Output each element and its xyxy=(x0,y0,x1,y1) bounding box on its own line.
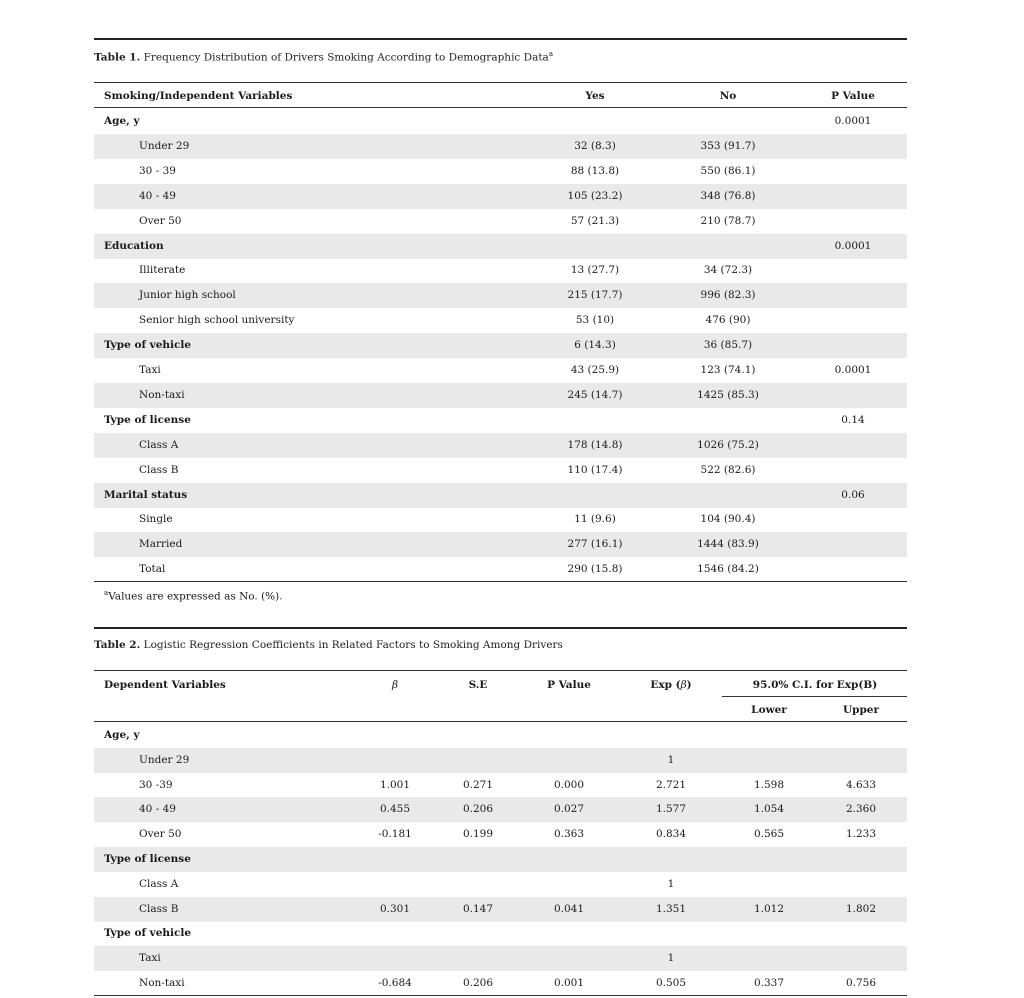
table2-group-row xyxy=(94,723,907,748)
table1-header-bottom-rule xyxy=(94,107,907,108)
table2-header-exp-prefix: Exp ( xyxy=(650,679,681,691)
table1-group-row xyxy=(94,483,907,508)
table2-cell-se: 0.206 xyxy=(462,977,494,989)
table1-caption xyxy=(94,50,553,64)
table1-row-label: Married xyxy=(139,538,183,551)
table2-header-exp-suffix: ) xyxy=(686,679,692,691)
table1-row xyxy=(94,433,907,458)
table1-cell-yes: 178 (14.8) xyxy=(567,438,623,451)
table1-cell-no: 550 (86.1) xyxy=(700,164,756,177)
table2-cell-upper: 1.802 xyxy=(845,902,877,915)
table1-cell-no: 348 (76.8) xyxy=(700,189,756,202)
table1-cell-no: 353 (91.7) xyxy=(700,139,756,152)
table1-row-label: Type of vehicle xyxy=(104,339,192,352)
table2-row-label: Class B xyxy=(139,902,179,915)
table2-cell-exp: 1 xyxy=(667,753,675,766)
table1-row-label: Class A xyxy=(139,438,179,451)
table2-row xyxy=(94,971,907,996)
table1-row-label: Single xyxy=(139,513,173,526)
table1-footnote-text: Values are expressed as No. (%). xyxy=(108,590,283,603)
table1-cell-yes: 13 (27.7) xyxy=(570,264,620,277)
table1-row-label: Illiterate xyxy=(139,264,186,277)
table2-cell-lower: 1.012 xyxy=(753,902,785,915)
table2-subheader-row xyxy=(94,698,907,723)
table2-cell-se: 0.147 xyxy=(462,902,494,915)
table1-cell-yes: 215 (17.7) xyxy=(567,289,623,302)
table1-cell-no: 1026 (75.2) xyxy=(697,438,759,451)
table1-cell-no: 104 (90.4) xyxy=(700,513,756,526)
table2-row-label: Type of vehicle xyxy=(104,927,192,940)
table2-header-ci: 95.0% C.I. for Exp(B) xyxy=(752,679,878,691)
table2-cell-beta: 0.301 xyxy=(379,902,411,915)
table1-footnote xyxy=(104,589,283,603)
table1-row xyxy=(94,258,907,283)
table2-bottom-rule xyxy=(94,995,907,996)
table1-caption-text: Frequency Distribution of Drivers Smoking According to Demographic Data xyxy=(143,51,549,64)
table2-cell-exp: 1.351 xyxy=(655,902,687,915)
table1-cell-no: 522 (82.6) xyxy=(700,463,756,476)
table2-cell-lower: 1.598 xyxy=(753,778,785,791)
table1-row-label: Education xyxy=(104,239,164,252)
table2-cell-p: 0.041 xyxy=(553,902,585,915)
table2-header-upper: Upper xyxy=(842,704,880,716)
table2-cell-upper: 0.756 xyxy=(845,977,877,989)
table2-cell-upper: 2.360 xyxy=(845,803,877,816)
table2-header-lower: Lower xyxy=(751,704,787,716)
table2-cell-lower: 1.054 xyxy=(753,803,785,816)
table1-cell-no: 476 (90) xyxy=(705,314,751,327)
table1-cell-pvalue: 0.0001 xyxy=(834,239,872,252)
table1-cell-yes: 6 (14.3) xyxy=(574,339,616,352)
table2-cell-beta: 1.001 xyxy=(379,778,411,791)
table1-top-rule xyxy=(94,38,907,40)
table2-header-bottom-rule xyxy=(94,721,907,722)
table1-footnote-sup: a xyxy=(104,589,109,597)
table1-cell-yes: 57 (21.3) xyxy=(570,214,620,227)
table1-row-label: Type of license xyxy=(104,413,191,426)
table2-cell-exp: 1 xyxy=(667,952,675,965)
table2-cell-se: 0.271 xyxy=(462,778,494,791)
table1-row xyxy=(94,134,907,159)
table1-cell-pvalue: 0.0001 xyxy=(834,364,872,376)
table1-row-label: Class B xyxy=(139,463,179,476)
table2-cell-p: 0.001 xyxy=(553,977,585,989)
table1-cell-no: 210 (78.7) xyxy=(700,214,756,227)
table1-cell-pvalue: 0.06 xyxy=(841,488,865,501)
table1-row xyxy=(94,184,907,209)
table2-row xyxy=(94,946,907,971)
table1-row xyxy=(94,507,907,532)
table2-cell-lower: 0.337 xyxy=(753,977,785,989)
table1-cell-no: 34 (72.3) xyxy=(703,264,753,277)
table1-group-row xyxy=(94,109,907,134)
table1-group-row xyxy=(94,333,907,358)
table1-row-label: Marital status xyxy=(104,488,188,501)
table2-cell-p: 0.363 xyxy=(553,828,585,841)
table1-cell-yes: 32 (8.3) xyxy=(574,139,616,152)
table1-cell-no: 996 (82.3) xyxy=(700,289,756,302)
table2-header-exp xyxy=(650,673,691,698)
table1-cell-yes: 290 (15.8) xyxy=(567,563,623,576)
table2-row xyxy=(94,797,907,822)
table2-row xyxy=(94,748,907,773)
table2-cell-upper: 1.233 xyxy=(845,828,877,841)
table1-row-label: 40 - 49 xyxy=(139,189,176,202)
table1-cell-yes: 105 (23.2) xyxy=(567,189,623,202)
table1-row xyxy=(94,308,907,333)
table1-row-label: Total xyxy=(139,563,166,576)
table1-row xyxy=(94,532,907,557)
table2-header-beta: β xyxy=(391,679,399,691)
table1-header-variable: Smoking/Independent Variables xyxy=(104,90,293,102)
table1-caption-sup: a xyxy=(548,50,553,58)
table2-cell-exp: 0.505 xyxy=(655,977,687,989)
table2-row-label: Taxi xyxy=(139,952,161,965)
table2-row-label: Under 29 xyxy=(139,753,190,766)
table1-cell-no: 123 (74.1) xyxy=(700,364,756,376)
table2-group-row xyxy=(94,847,907,872)
table1-header-row xyxy=(94,84,907,109)
table2-ci-rule xyxy=(722,696,907,697)
table2-cell-p: 0.027 xyxy=(553,803,585,816)
table1-row-label: Taxi xyxy=(139,364,161,376)
table1-cell-yes: 277 (16.1) xyxy=(567,538,623,551)
table1-row xyxy=(94,458,907,483)
table2-row xyxy=(94,872,907,897)
table2-cell-beta: -0.181 xyxy=(378,828,412,841)
table2-caption xyxy=(94,639,563,651)
table1-header-no: No xyxy=(719,90,737,102)
table2-cell-se: 0.199 xyxy=(462,828,494,841)
table1-row xyxy=(94,283,907,308)
table2-row-label: Age, y xyxy=(104,729,140,741)
table1-cell-no: 1444 (83.9) xyxy=(697,538,759,551)
table1-row-label: Non-taxi xyxy=(139,388,185,401)
table2-row-label: 30 -39 xyxy=(139,778,173,791)
table1-cell-pvalue: 0.0001 xyxy=(834,115,872,127)
table1-cell-yes: 110 (17.4) xyxy=(567,463,623,476)
table1-bottom-rule xyxy=(94,581,907,582)
table1-row xyxy=(94,383,907,408)
table1-cell-no: 1546 (84.2) xyxy=(697,563,759,576)
table2-header-row xyxy=(94,673,907,698)
table2-cell-se: 0.206 xyxy=(462,803,494,816)
table2-header-top-rule xyxy=(94,670,907,671)
table2-cell-exp: 1.577 xyxy=(655,803,687,816)
table1-row xyxy=(94,159,907,184)
table2-cell-beta: -0.684 xyxy=(378,977,412,989)
table1-header-yes: Yes xyxy=(585,90,605,102)
table2-top-rule xyxy=(94,627,907,629)
table1-group-row xyxy=(94,408,907,433)
table1-row-label: Junior high school xyxy=(139,289,236,302)
table1-cell-yes: 43 (25.9) xyxy=(570,364,620,376)
table1-cell-yes: 53 (10) xyxy=(575,314,615,327)
table2-row xyxy=(94,773,907,798)
table2-row xyxy=(94,822,907,847)
table1-caption-label: Table 1. xyxy=(94,51,141,64)
table1-group-row xyxy=(94,234,907,259)
table1-cell-yes: 11 (9.6) xyxy=(574,513,616,526)
table1-header-pvalue: P Value xyxy=(831,90,875,102)
table2-group-row xyxy=(94,921,907,946)
table2-cell-exp: 2.721 xyxy=(655,778,687,791)
table1-row xyxy=(94,557,907,582)
table2-cell-p: 0.000 xyxy=(553,778,585,791)
table1-row-label: Over 50 xyxy=(139,214,182,227)
table2-header-exp-beta: β xyxy=(680,679,687,691)
table1-cell-no: 36 (85.7) xyxy=(703,339,753,352)
table1-cell-yes: 88 (13.8) xyxy=(570,164,620,177)
table2-row-label: Class A xyxy=(139,877,179,890)
table1-row-label: Under 29 xyxy=(139,139,190,152)
table1-cell-pvalue: 0.14 xyxy=(841,413,865,426)
table1-cell-no: 1425 (85.3) xyxy=(697,388,759,401)
table2-header-se: S.E xyxy=(468,679,488,691)
table2-caption-text: Logistic Regression Coefficients in Related Factors to Smoking Among Drivers xyxy=(143,639,563,651)
table2-row-label: Over 50 xyxy=(139,828,182,841)
table1-row xyxy=(94,209,907,234)
table1-row-label: Age, y xyxy=(104,115,140,127)
table1-cell-yes: 245 (14.7) xyxy=(567,388,623,401)
table1-row xyxy=(94,358,907,383)
table2-cell-exp: 0.834 xyxy=(655,828,687,841)
table2-cell-upper: 4.633 xyxy=(845,778,877,791)
table1-row-label: 30 - 39 xyxy=(139,164,176,177)
table2-cell-lower: 0.565 xyxy=(753,828,785,841)
table2-row xyxy=(94,897,907,922)
table2-cell-exp: 1 xyxy=(667,877,675,890)
table2-cell-beta: 0.455 xyxy=(379,803,411,816)
table2-caption-label: Table 2. xyxy=(94,639,141,651)
table2-row-label: 40 - 49 xyxy=(139,803,176,816)
table1-row-label: Senior high school university xyxy=(139,314,295,327)
table2-header-pvalue: P Value xyxy=(547,679,591,691)
table2-row-label: Non-taxi xyxy=(139,977,185,989)
table2-header-variable: Dependent Variables xyxy=(104,679,226,691)
table2-row-label: Type of license xyxy=(104,853,191,865)
table1-header-top-rule xyxy=(94,82,907,83)
